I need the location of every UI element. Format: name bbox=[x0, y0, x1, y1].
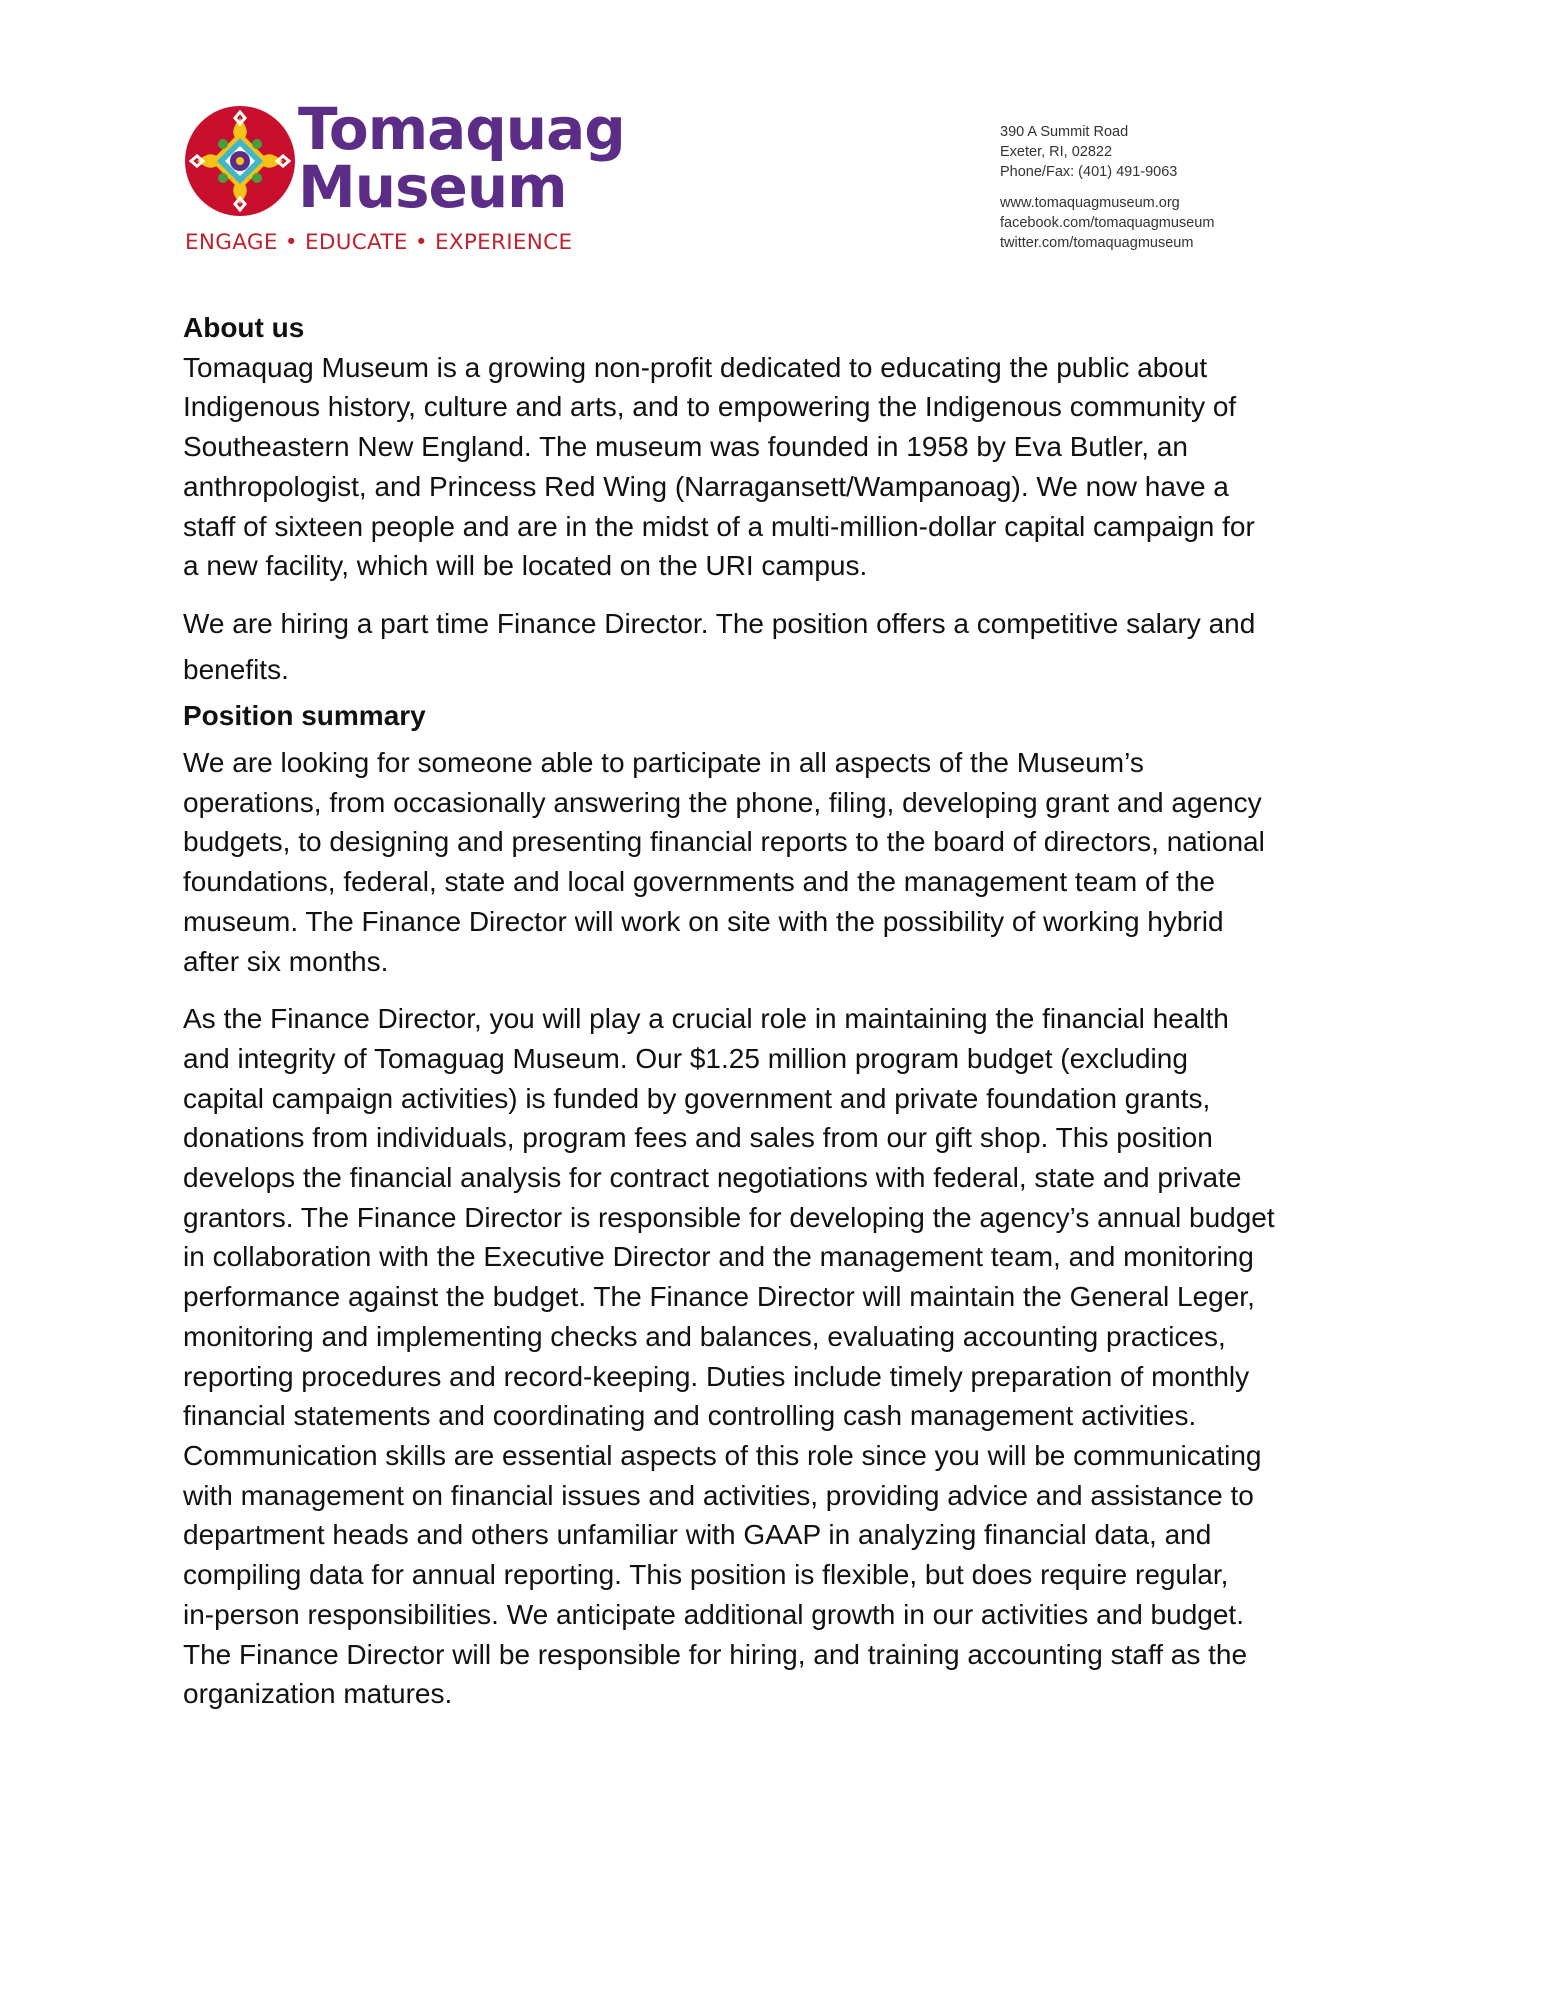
city-address: Exeter, RI, 02822 bbox=[1000, 144, 1113, 160]
phone-fax: Phone/Fax: (401) 491-9063 bbox=[1000, 164, 1178, 180]
text-line: foundations, federal, state and local governments and the management team of the bbox=[183, 866, 1215, 898]
text-line: performance against the budget. The Finance Director will maintain the General Leger, bbox=[183, 1281, 1255, 1313]
text-line: with management on financial issues and activities, providing advice and assistance to bbox=[183, 1479, 1254, 1511]
position-paragraph-2 bbox=[183, 999, 1373, 1714]
text-line: staff of sixteen people and are in the midst of a multi-million-dollar capital campaign for bbox=[183, 510, 1255, 542]
text-line: Southeastern New England. The museum was founded in 1958 by Eva Butler, an bbox=[183, 431, 1189, 463]
about-heading: About us bbox=[183, 312, 305, 343]
museum-name bbox=[298, 95, 625, 221]
text-line: museum. The Finance Director will work on site with the possibility of working hybrid bbox=[183, 905, 1224, 937]
text-line: financial statements and coordinating and controlling cash management activities. bbox=[183, 1400, 1197, 1432]
text-line: reporting procedures and record-keeping. Duties include timely preparation of monthly bbox=[183, 1360, 1250, 1392]
position-paragraph-1 bbox=[183, 743, 1373, 981]
text-line: in collaboration with the Executive Director and the management team, and monitoring bbox=[183, 1241, 1254, 1273]
text-line: budgets, to designing and presenting financial reports to the board of directors, national bbox=[183, 826, 1265, 858]
text-line: We are hiring a part time Finance Director. The position offers a competitive salary and bbox=[183, 607, 1256, 639]
text-line: develops the financial analysis for contract negotiations with federal, state and private bbox=[183, 1162, 1242, 1194]
text-line: capital campaign activities) is funded by government and private foundation grants, bbox=[183, 1082, 1211, 1114]
facebook-link[interactable]: facebook.com/tomaquagmuseum bbox=[1000, 215, 1215, 231]
about-paragraph-1 bbox=[183, 348, 1373, 586]
document-body bbox=[183, 308, 1373, 1714]
text-line: department heads and others unfamiliar with GAAP in analyzing financial data, and bbox=[183, 1519, 1212, 1551]
text-line: a new facility, which will be located on the URI campus. bbox=[183, 550, 868, 582]
text-line: Communication skills are essential aspects of this role since you will be communicating bbox=[183, 1439, 1262, 1471]
text-line: after six months. bbox=[183, 945, 389, 977]
museum-name-line2: Museum bbox=[298, 153, 567, 221]
text-line: anthropologist, and Princess Red Wing (Narragansett/Wampanoag). We now have a bbox=[183, 470, 1229, 502]
text-line: compiling data for annual reporting. This position is flexible, but does require regular, bbox=[183, 1559, 1229, 1591]
text-line: in-person responsibilities. We anticipate additional growth in our activities and budget. bbox=[183, 1598, 1244, 1630]
text-line: benefits. bbox=[183, 653, 289, 685]
text-line: operations, from occasionally answering the phone, filing, developing grant and agency bbox=[183, 786, 1262, 818]
twitter-link[interactable]: twitter.com/tomaquagmuseum bbox=[1000, 235, 1194, 251]
museum-emblem-icon bbox=[183, 104, 297, 218]
text-line: As the Finance Director, you will play a crucial role in maintaining the financial health bbox=[183, 1003, 1229, 1035]
text-line: and integrity of Tomaguag Museum. Our $1.25 million program budget (excluding bbox=[183, 1042, 1188, 1074]
text-line: Tomaquag Museum is a growing non-profit dedicated to educating the public about bbox=[183, 351, 1208, 383]
text-line: monitoring and implementing checks and balances, evaluating accounting practices, bbox=[183, 1320, 1226, 1352]
text-line: Indigenous history, culture and arts, and to empowering the Indigenous community of bbox=[183, 391, 1237, 423]
website-link[interactable]: www.tomaquagmuseum.org bbox=[1000, 195, 1180, 211]
text-line: We are looking for someone able to participate in all aspects of the Museum’s bbox=[183, 747, 1144, 779]
address-block bbox=[1000, 122, 1214, 253]
street-address: 390 A Summit Road bbox=[1000, 124, 1129, 140]
museum-name-line1: Tomaquag bbox=[298, 95, 625, 163]
museum-tagline: ENGAGE • EDUCATE • EXPERIENCE bbox=[185, 230, 573, 255]
about-paragraph-2 bbox=[183, 604, 1373, 689]
museum-logo bbox=[183, 95, 625, 264]
text-line: donations from individuals, program fees and sales from our gift shop. This position bbox=[183, 1122, 1213, 1154]
text-line: grantors. The Finance Director is responsible for developing the agency’s annual budget bbox=[183, 1201, 1275, 1233]
text-line: The Finance Director will be responsible for hiring, and training accounting staff as the bbox=[183, 1638, 1248, 1670]
position-heading: Position summary bbox=[183, 700, 426, 732]
text-line: organization matures. bbox=[183, 1678, 453, 1710]
